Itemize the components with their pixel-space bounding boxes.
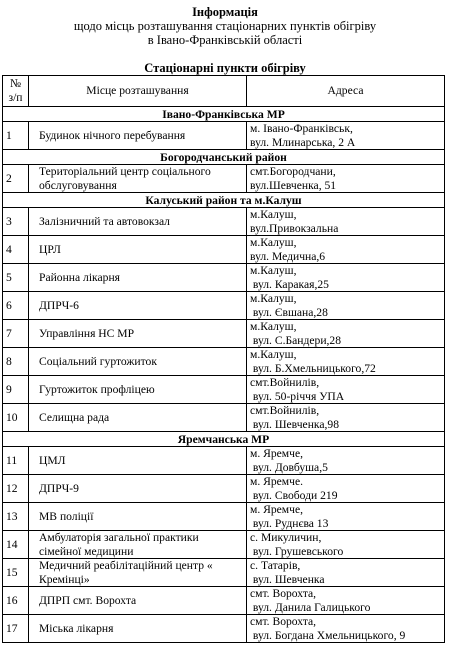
address-line-2: вул. Свободи 219 <box>250 488 338 502</box>
column-header-address: Адреса <box>247 76 445 107</box>
row-number: 2 <box>3 165 29 193</box>
address-line-2: вул. С.Бандери,28 <box>250 333 342 347</box>
address-line-2: вул. Медична,6 <box>250 249 326 263</box>
table-row <box>3 122 445 150</box>
address-line-1: м.Калуш, <box>250 236 297 249</box>
group-header-row <box>3 432 445 447</box>
row-address <box>247 264 445 292</box>
group-name: Івано-Франківська МР <box>3 107 445 122</box>
address-line-2: вул. Євшана,28 <box>250 305 328 319</box>
row-place: ДПРЧ-6 <box>29 292 247 320</box>
row-place: МВ поліції <box>29 503 247 531</box>
row-number: 12 <box>3 475 29 503</box>
row-address <box>247 122 445 150</box>
row-number: 14 <box>3 531 29 559</box>
address-line-2: вул.Привокзальна <box>250 221 339 235</box>
address-line-2: вул. Богдана Хмельницького, 9 <box>250 628 406 642</box>
table-row <box>3 447 445 475</box>
table-header-row <box>3 76 445 107</box>
address-line-2: вул. Руднєва 13 <box>250 516 329 530</box>
row-place: ДПРЧ-9 <box>29 475 247 503</box>
address-line-2: вул. Каракая,25 <box>250 277 329 291</box>
row-place: Медичний реабілітаційний центр « Кремінці» <box>29 559 247 587</box>
row-number: 5 <box>3 264 29 292</box>
address-line-2: вул. Шевченка,98 <box>250 417 339 431</box>
document-header <box>0 0 450 47</box>
address-line-1: м.Калуш, <box>250 320 297 333</box>
row-address <box>247 348 445 376</box>
row-number: 7 <box>3 320 29 348</box>
address-line-1: м. Яремче, <box>250 447 304 460</box>
address-line-1: смт. Ворохта, <box>250 587 317 600</box>
address-line-1: смт.Войнилів, <box>250 404 320 417</box>
document-title: Інформація <box>192 5 258 19</box>
address-line-1: с. Татарів, <box>250 559 301 572</box>
table-row <box>3 292 445 320</box>
group-header-row <box>3 107 445 122</box>
address-line-2: вул.Шевченка, 51 <box>250 178 337 192</box>
row-number: 1 <box>3 122 29 150</box>
row-address <box>247 320 445 348</box>
row-address <box>247 404 445 432</box>
row-address <box>247 531 445 559</box>
address-line-1: смт.Богородчани, <box>250 165 336 178</box>
row-number: 9 <box>3 376 29 404</box>
row-place: ЦРЛ <box>29 236 247 264</box>
row-place: Територіальний центр соціального обслуговування <box>29 165 247 193</box>
group-header-row <box>3 150 445 165</box>
row-address <box>247 447 445 475</box>
table-row <box>3 503 445 531</box>
address-line-1: смт. Ворохта, <box>250 615 317 628</box>
row-address <box>247 587 445 615</box>
row-number: 10 <box>3 404 29 432</box>
row-address <box>247 559 445 587</box>
address-line-1: с. Микуличин, <box>250 531 322 544</box>
row-place: Соціальний гуртожиток <box>29 348 247 376</box>
row-number: 15 <box>3 559 29 587</box>
row-place: Районна лікарня <box>29 264 247 292</box>
column-header-place: Місце розташування <box>29 76 247 107</box>
table-row <box>3 404 445 432</box>
address-line-1: м. Яремче, <box>250 503 304 516</box>
row-number: 16 <box>3 587 29 615</box>
table-row <box>3 376 445 404</box>
group-name: Яремчанська МР <box>3 432 445 447</box>
address-line-1: м.Калуш, <box>250 208 297 221</box>
row-address <box>247 236 445 264</box>
document-title-line-2: щодо місць розташування стаціонарних пунктів обігріву <box>73 19 377 33</box>
table-row <box>3 475 445 503</box>
row-place: Управління НС МР <box>29 320 247 348</box>
address-line-1: м.Калуш, <box>250 292 297 305</box>
group-name: Богородчанський район <box>3 150 445 165</box>
row-place: Амбулаторія загальної практики сімейної медицини <box>29 531 247 559</box>
row-place: ДПРП смт. Ворохта <box>29 587 247 615</box>
row-address <box>247 292 445 320</box>
table-row <box>3 587 445 615</box>
row-number: 4 <box>3 236 29 264</box>
address-line-2: вул. Довбуша,5 <box>250 460 328 474</box>
row-number: 17 <box>3 615 29 643</box>
row-place: Залізничний та автовокзал <box>29 208 247 236</box>
row-address <box>247 376 445 404</box>
table-row <box>3 264 445 292</box>
address-line-2: вул. Б.Хмельницького,72 <box>250 361 376 375</box>
address-line-2: вул. Шевченка <box>250 572 325 586</box>
document-title-line-3: в Івано-Франківській області <box>147 33 303 47</box>
table-row <box>3 531 445 559</box>
address-line-1: м. Івано-Франківськ, <box>250 122 353 135</box>
address-line-1: м.Калуш, <box>250 264 297 277</box>
row-number: 13 <box>3 503 29 531</box>
table-row <box>3 320 445 348</box>
table-row <box>3 236 445 264</box>
address-line-2: вул. Данила Галицького <box>250 600 371 614</box>
column-header-number: № з/п <box>3 76 29 107</box>
row-place: Будинок нічного перебування <box>29 122 247 150</box>
row-number: 11 <box>3 447 29 475</box>
heating-points-table <box>2 75 445 643</box>
address-line-2: вул. 50-річчя УПА <box>250 389 345 403</box>
address-line-1: смт.Войнилів, <box>250 376 320 389</box>
table-body <box>3 107 445 643</box>
address-line-2: вул. Млинарська, 2 А <box>250 135 356 149</box>
table-row <box>3 615 445 643</box>
group-name: Калуський район та м.Калуш <box>3 193 445 208</box>
address-line-1: м. Яремче. <box>250 475 304 488</box>
row-address <box>247 475 445 503</box>
row-address <box>247 208 445 236</box>
row-address <box>247 503 445 531</box>
row-address <box>247 165 445 193</box>
row-place: Гуртожиток профліцею <box>29 376 247 404</box>
row-address <box>247 615 445 643</box>
table-row <box>3 559 445 587</box>
table-row <box>3 165 445 193</box>
table-row <box>3 348 445 376</box>
address-line-2: вул. Грушевського <box>250 544 344 558</box>
row-place: ЦМЛ <box>29 447 247 475</box>
group-header-row <box>3 193 445 208</box>
address-line-1: м.Калуш, <box>250 348 297 361</box>
table-row <box>3 208 445 236</box>
row-place: Міська лікарня <box>29 615 247 643</box>
row-number: 6 <box>3 292 29 320</box>
row-number: 3 <box>3 208 29 236</box>
table-subtitle: Стаціонарні пункти обігріву <box>144 61 306 75</box>
row-number: 8 <box>3 348 29 376</box>
row-place: Селищна рада <box>29 404 247 432</box>
